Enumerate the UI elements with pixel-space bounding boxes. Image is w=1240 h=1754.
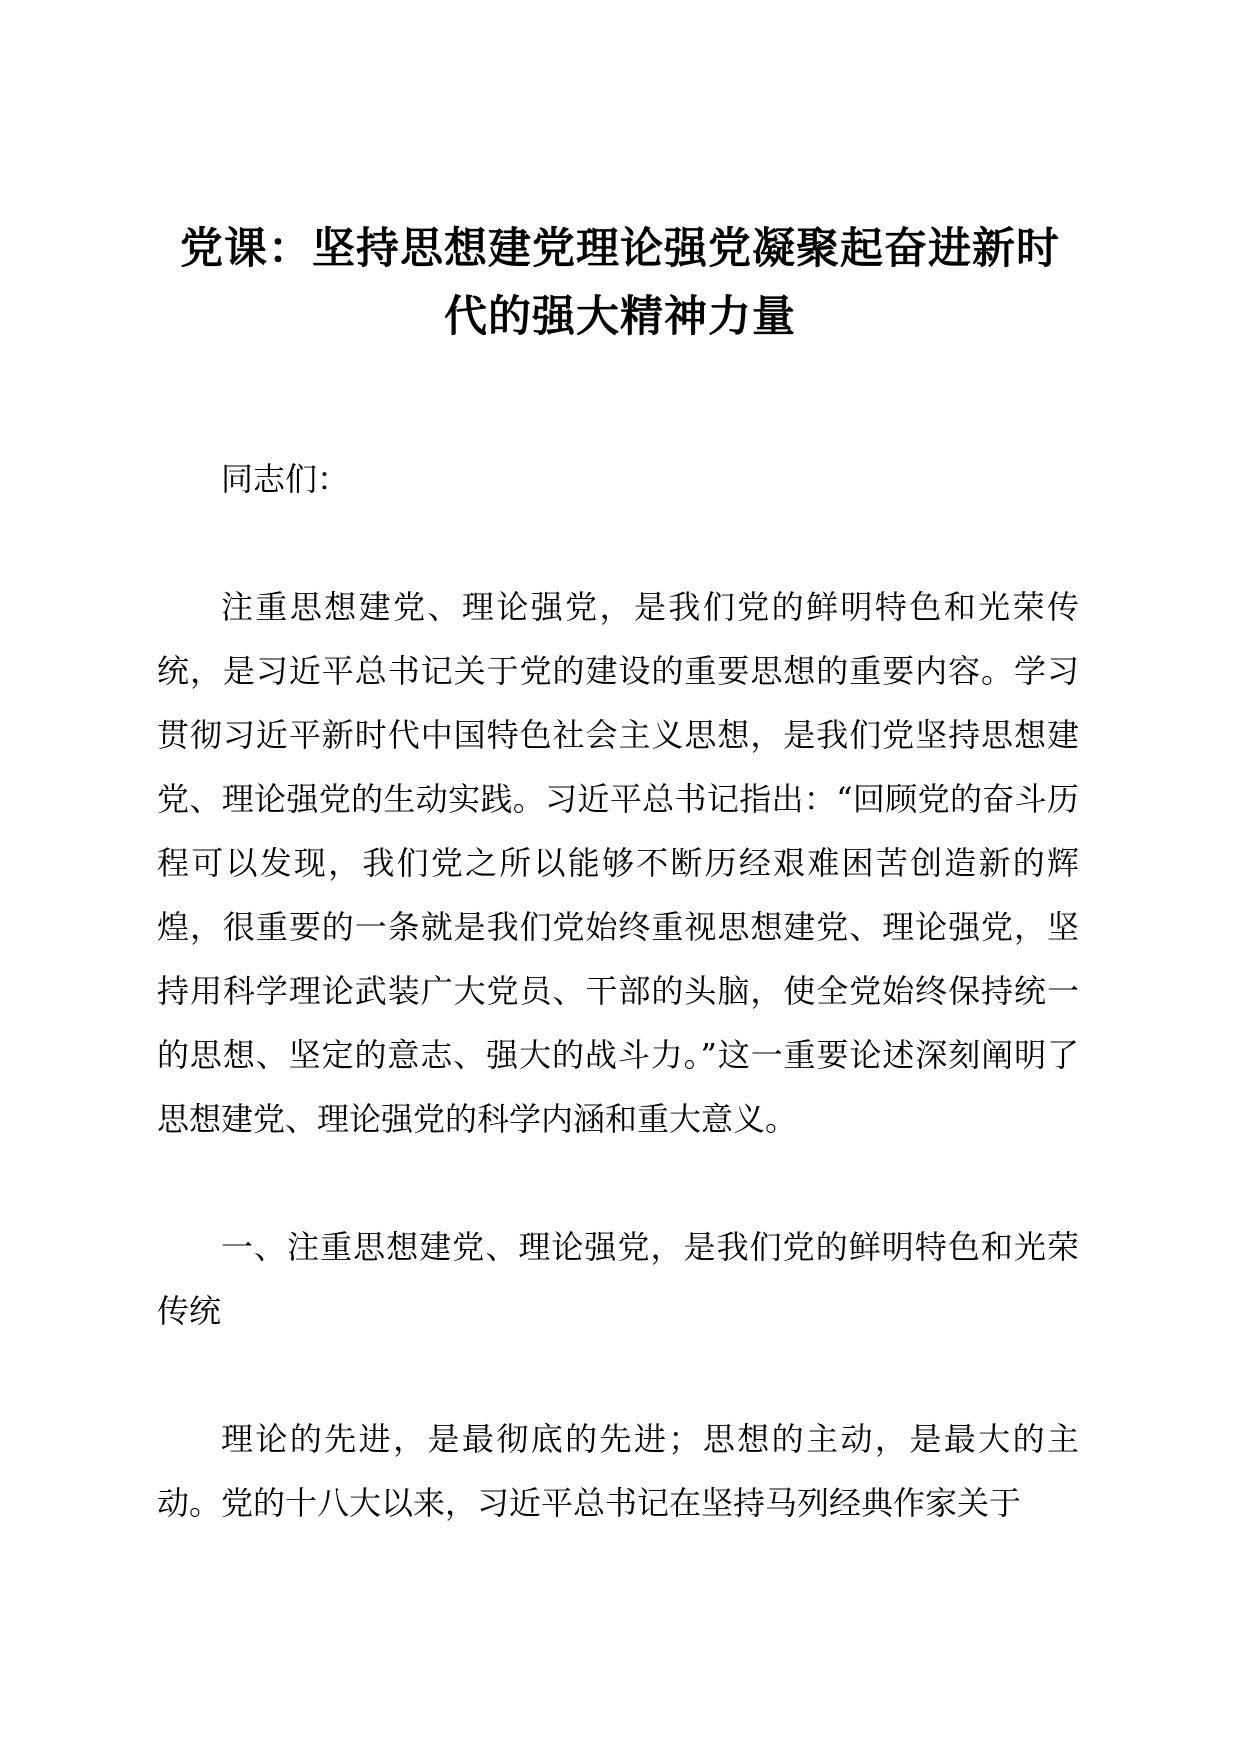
document-body — [157, 447, 1079, 1535]
title-block — [150, 215, 1090, 351]
document-title — [150, 215, 1090, 351]
title-line-2: 代的强大精神力量 — [444, 292, 796, 342]
paragraph-section-1: 理论的先进，是最彻底的先进；思想的主动，是最大的主动。党的十八大以来，习近平总书记在坚持马列经典作家关于 — [157, 1420, 1079, 1522]
paragraph-intro: 注重思想建党、理论强党，是我们党的鲜明特色和光荣传统，是习近平总书记关于党的建设的重要思想的重要内容。学习贯彻习近平新时代中国特色社会主义思想，是我们党坚持思想建党、理论强党的生动实践。习近平总书记指出：“回顾党的奋斗历程可以发现，我们党之所以能够不断历经艰难困苦创造新的辉煌，很重要的一条就是我们党始终重视思想建党、理论强党，坚持用科学理论武装广大党员、干部的头脑，使全党始终保持统一的思想、坚定的意志、强大的战斗力。”这一重要论述深刻阐明了思想建党、理论强党的科学内涵和重大意义。 — [157, 588, 1079, 1138]
section-heading-1: 一、注重思想建党、理论强党，是我们党的鲜明特色和光荣传统 — [157, 1228, 1079, 1330]
title-line-1: 党课：坚持思想建党理论强党凝聚起奋进新时 — [180, 224, 1060, 274]
greeting: 同志们： — [221, 460, 350, 498]
